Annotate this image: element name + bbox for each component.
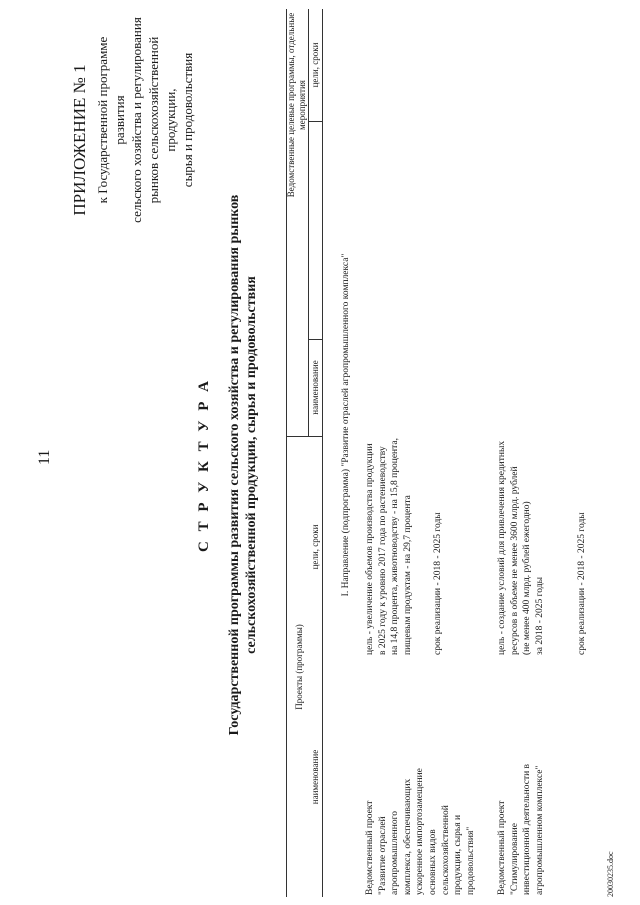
row-name bbox=[364, 725, 477, 895]
goal-line: в 2025 году к уровню 2017 года по растениеводству bbox=[377, 446, 388, 655]
appendix-line: к Государственной программе развития bbox=[95, 36, 127, 204]
section-heading: I. Направление (подпрограмма) "Развитие отраслей агропромышленного комплекса" bbox=[341, 253, 351, 597]
header-dept-name: наименование bbox=[310, 360, 320, 415]
name-line: агропромышленного bbox=[390, 810, 401, 895]
goal-line: за 2018 - 2025 годы bbox=[534, 577, 545, 655]
table-header-rule bbox=[322, 9, 323, 897]
row-name bbox=[496, 725, 546, 895]
row-goals bbox=[364, 425, 414, 655]
page-number: 11 bbox=[36, 449, 53, 465]
subtitle-line: Государственной программы развития сельского хозяйства и регулирования рынков bbox=[227, 194, 242, 736]
name-line: инвестиционной деятельности в bbox=[522, 763, 533, 895]
name-line: продукции, сырья и bbox=[453, 814, 464, 895]
document-subtitle bbox=[226, 155, 260, 775]
header-departmental: Ведомственные целевые программы, отдельные мероприятия bbox=[286, 12, 307, 198]
name-line: основных видов bbox=[427, 829, 438, 895]
file-name-footer: 20030235.doc bbox=[606, 851, 615, 897]
goal-line: (не менее 400 млрд. рублей ежегодно) bbox=[522, 501, 533, 655]
table-divider bbox=[308, 121, 322, 122]
goal-line: цель - создание условий для привлечения кредитных bbox=[497, 440, 507, 655]
goal-line: пищевым продуктам - на 29,7 процента bbox=[402, 495, 413, 655]
appendix-title: ПРИЛОЖЕНИЕ № 1 bbox=[70, 64, 89, 216]
name-line: агропромышленном комплексе" bbox=[534, 765, 545, 895]
header-goals: цели, сроки bbox=[310, 524, 320, 570]
header-dept-goals: цели, сроки bbox=[310, 42, 320, 88]
name-line: Ведомственный проект bbox=[497, 800, 507, 895]
name-line: продовольствия" bbox=[465, 826, 476, 895]
appendix-line: рынков сельскохозяйственной продукции, bbox=[146, 36, 178, 204]
goal-line: на 14,8 процента, животноводству - на 15,8 процента, bbox=[390, 438, 401, 655]
subtitle-line: сельскохозяйственной продукции, сырья и продовольствия bbox=[244, 276, 259, 654]
goal-line: цель - увеличение объемов производства продукции bbox=[365, 443, 375, 655]
name-line: Ведомственный проект bbox=[365, 800, 375, 895]
appendix-line: сырья и продовольствия bbox=[180, 52, 195, 188]
name-line: ускоренное импортозамещение bbox=[415, 768, 426, 895]
document-title: С Т Р У К Т У Р А bbox=[196, 378, 212, 552]
goal-line: ресурсов в объеме не менее 3600 млрд. рублей bbox=[509, 466, 520, 655]
row-period: срок реализации - 2018 - 2025 годы bbox=[577, 512, 587, 655]
row-period: срок реализации - 2018 - 2025 годы bbox=[433, 512, 443, 655]
name-line: сельскохозяйственной bbox=[440, 805, 451, 895]
table-mid-rule bbox=[308, 9, 309, 437]
name-line: "Развитие отраслей bbox=[377, 816, 388, 895]
row-goals bbox=[496, 425, 546, 655]
appendix-line: сельского хозяйства и регулирования bbox=[129, 17, 144, 223]
header-projects: Проекты (программы) bbox=[294, 624, 304, 710]
appendix-text bbox=[94, 15, 196, 225]
name-line: "Стимулирование bbox=[509, 823, 520, 895]
header-name: наименование bbox=[310, 749, 320, 805]
name-line: комплекса, обеспечивающих bbox=[402, 778, 413, 895]
